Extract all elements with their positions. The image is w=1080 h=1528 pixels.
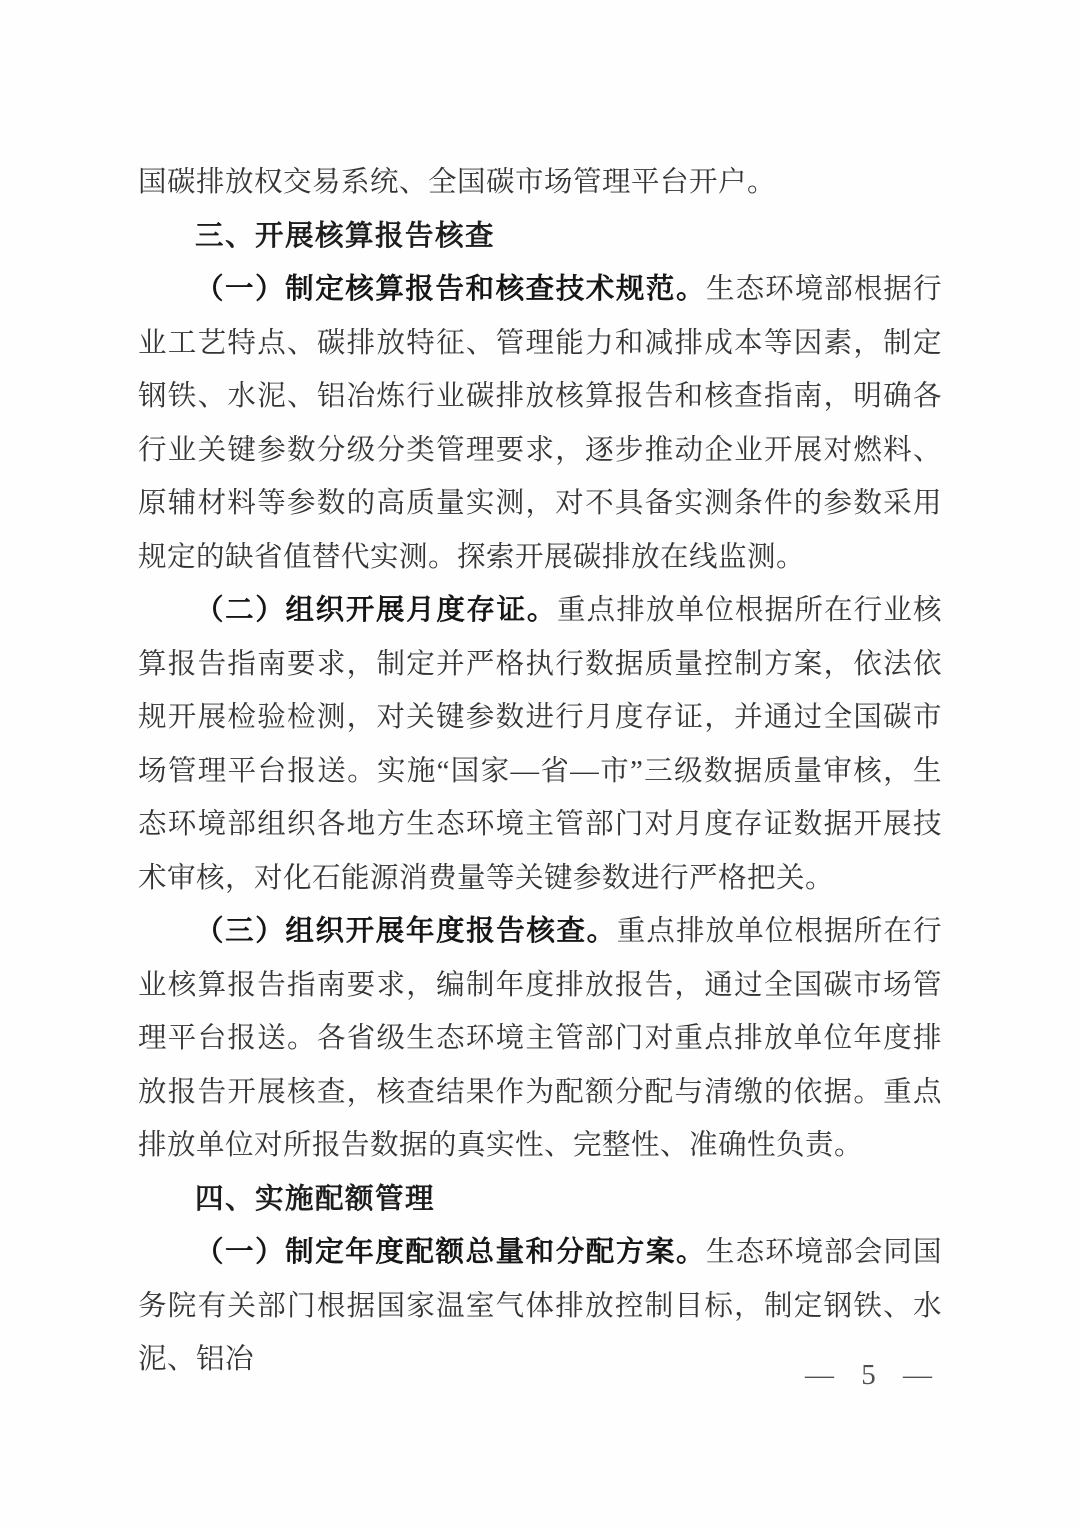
paragraph-text: 重点排放单位根据所在行业核算报告指南要求，制定并严格执行数据质量控制方案，依法依规开展检验检测，对关键参数进行月度存证，并通过全国碳市场管理平台报送。实施“国家—省—市”三级数据质量审核，生态环境部组织各地方生态环境主管部门对月度存证数据开展技术审核，对化石能源消费量等关键参数进行严格把关。 [138, 595, 942, 894]
document-body [138, 156, 942, 1387]
section-heading [138, 1173, 942, 1227]
document-paragraph [138, 263, 942, 584]
document-paragraph [138, 584, 942, 905]
paragraph-text: 四、实施配额管理 [195, 1182, 436, 1215]
paragraph-lead: （一）制定核算报告和核查技术规范。 [195, 274, 707, 305]
section-heading [138, 210, 942, 264]
document-paragraph [138, 156, 942, 210]
paragraph-text: 生态环境部根据行业工艺特点、碳排放特征、管理能力和减排成本等因素，制定钢铁、水泥、铝冶炼行业碳排放核算报告和核查指南，明确各行业关键参数分级分类管理要求，逐步推动企业开展对燃料、原辅材料等参数的高质量实测，对不具备实测条件的参数采用规定的缺省值替代实测。探索开展碳排放在线监测。 [138, 274, 942, 573]
paragraph-text: 重点排放单位根据所在行业核算报告指南要求，编制年度排放报告，通过全国碳市场管理平台报送。各省级生态环境主管部门对重点排放单位年度排放报告开展核查，核查结果作为配额分配与清缴的依据。重点排放单位对所报告数据的真实性、完整性、准确性负责。 [138, 916, 942, 1161]
paragraph-lead: （二）组织开展月度存证。 [195, 595, 557, 626]
paragraph-text: 三、开展核算报告核查 [195, 219, 496, 252]
paragraph-lead: （一）制定年度配额总量和分配方案。 [195, 1237, 707, 1268]
page-number: — 5 — [805, 1359, 942, 1391]
paragraph-text: 国碳排放权交易系统、全国碳市场管理平台开户。 [138, 167, 777, 198]
document-paragraph [138, 905, 942, 1173]
paragraph-lead: （三）组织开展年度报告核查。 [195, 916, 617, 947]
paragraph-text: 生态环境部会同国务院有关部门根据国家温室气体排放控制目标，制定钢铁、水泥、铝冶 [138, 1237, 942, 1375]
